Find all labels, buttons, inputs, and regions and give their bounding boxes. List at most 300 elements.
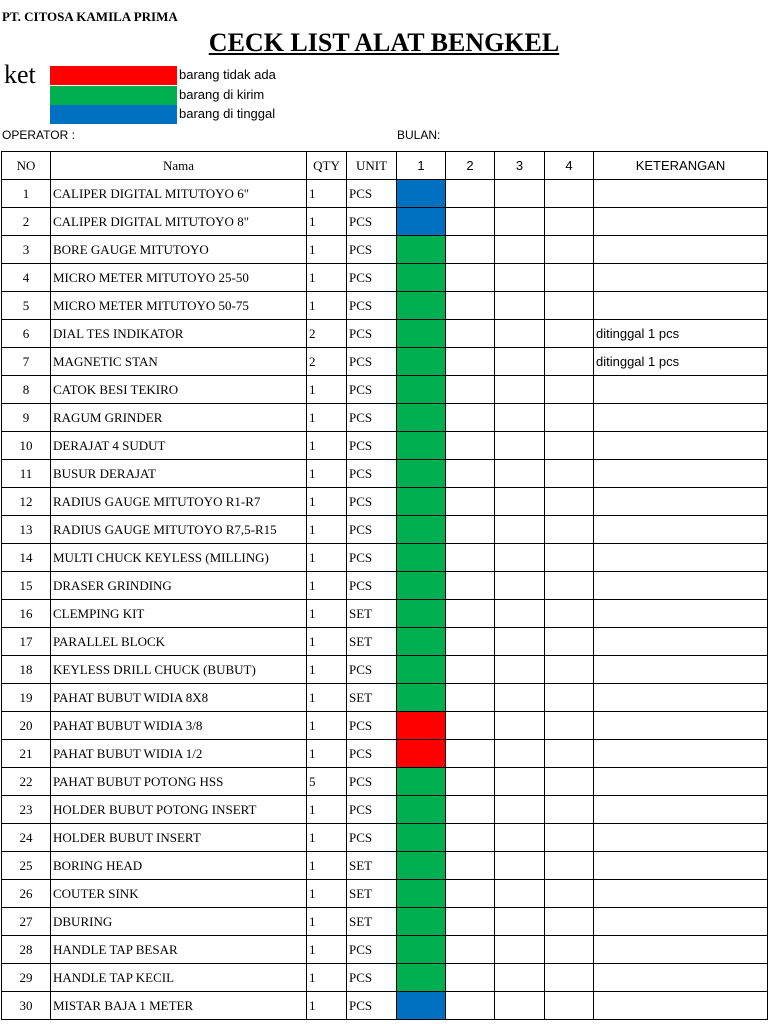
cell-status-week-4 (545, 628, 594, 656)
cell-nama: PAHAT BUBUT POTONG HSS (51, 768, 307, 796)
cell-nama: RADIUS GAUGE MITUTOYO R1-R7 (51, 488, 307, 516)
cell-unit: PCS (347, 936, 397, 964)
cell-keterangan (594, 936, 768, 964)
cell-keterangan (594, 880, 768, 908)
cell-nama: HANDLE TAP BESAR (51, 936, 307, 964)
cell-status-week-2 (446, 264, 495, 292)
cell-no: 27 (2, 908, 51, 936)
cell-status-week-2 (446, 488, 495, 516)
cell-qty: 1 (307, 936, 347, 964)
cell-nama: RAGUM GRINDER (51, 404, 307, 432)
cell-no: 23 (2, 796, 51, 824)
cell-keterangan (594, 572, 768, 600)
cell-keterangan (594, 768, 768, 796)
cell-unit: PCS (347, 432, 397, 460)
cell-status-week-2 (446, 516, 495, 544)
cell-status-week-2 (446, 208, 495, 236)
cell-status-week-1 (397, 572, 446, 600)
cell-status-week-1 (397, 656, 446, 684)
cell-status-week-3 (495, 600, 545, 628)
table-row (2, 740, 768, 768)
cell-keterangan: ditinggal 1 pcs (594, 320, 768, 348)
cell-no: 17 (2, 628, 51, 656)
cell-status-week-1 (397, 600, 446, 628)
cell-unit: PCS (347, 544, 397, 572)
cell-qty: 1 (307, 740, 347, 768)
cell-nama: MICRO METER MITUTOYO 50-75 (51, 292, 307, 320)
cell-status-week-2 (446, 236, 495, 264)
cell-status-week-4 (545, 544, 594, 572)
cell-status-week-4 (545, 880, 594, 908)
document-title: CECK LIST ALAT BENGKEL (208, 28, 560, 57)
cell-status-week-2 (446, 880, 495, 908)
cell-status-week-1 (397, 264, 446, 292)
column-header-qty: QTY (307, 152, 347, 180)
cell-no: 21 (2, 740, 51, 768)
cell-unit: PCS (347, 768, 397, 796)
cell-qty: 5 (307, 768, 347, 796)
table-row (2, 572, 768, 600)
cell-keterangan (594, 600, 768, 628)
cell-nama: DRASER GRINDING (51, 572, 307, 600)
cell-status-week-1 (397, 684, 446, 712)
cell-status-week-4 (545, 656, 594, 684)
legend-item-tidak-ada (50, 66, 350, 85)
cell-status-week-1 (397, 544, 446, 572)
cell-status-week-3 (495, 768, 545, 796)
cell-no: 28 (2, 936, 51, 964)
cell-status-week-3 (495, 320, 545, 348)
cell-unit: PCS (347, 208, 397, 236)
table-row (2, 824, 768, 852)
cell-no: 1 (2, 180, 51, 208)
cell-status-week-3 (495, 208, 545, 236)
cell-status-week-3 (495, 292, 545, 320)
cell-qty: 1 (307, 656, 347, 684)
cell-unit: PCS (347, 348, 397, 376)
column-header-week-4: 4 (545, 152, 594, 180)
cell-status-week-4 (545, 824, 594, 852)
cell-status-week-1 (397, 992, 446, 1020)
cell-unit: PCS (347, 964, 397, 992)
cell-qty: 1 (307, 712, 347, 740)
cell-status-week-1 (397, 488, 446, 516)
cell-qty: 1 (307, 852, 347, 880)
cell-unit: PCS (347, 740, 397, 768)
cell-nama: CALIPER DIGITAL MITUTOYO 6" (51, 180, 307, 208)
cell-status-week-2 (446, 628, 495, 656)
cell-status-week-4 (545, 264, 594, 292)
cell-nama: MISTAR BAJA 1 METER (51, 992, 307, 1020)
cell-status-week-4 (545, 768, 594, 796)
table-row (2, 320, 768, 348)
cell-status-week-1 (397, 936, 446, 964)
cell-status-week-2 (446, 348, 495, 376)
cell-nama: KEYLESS DRILL CHUCK (BUBUT) (51, 656, 307, 684)
table-row (2, 544, 768, 572)
cell-status-week-2 (446, 936, 495, 964)
cell-keterangan (594, 404, 768, 432)
cell-status-week-4 (545, 852, 594, 880)
cell-status-week-1 (397, 376, 446, 404)
cell-status-week-1 (397, 712, 446, 740)
table-row (2, 964, 768, 992)
cell-status-week-2 (446, 544, 495, 572)
column-header-no: NO (2, 152, 51, 180)
bulan-label: BULAN: (397, 128, 441, 142)
cell-unit: PCS (347, 236, 397, 264)
cell-no: 8 (2, 376, 51, 404)
cell-status-week-4 (545, 936, 594, 964)
cell-nama: COUTER SINK (51, 880, 307, 908)
cell-status-week-4 (545, 488, 594, 516)
cell-nama: BORING HEAD (51, 852, 307, 880)
cell-status-week-2 (446, 992, 495, 1020)
table-header-row (2, 152, 768, 180)
cell-unit: PCS (347, 488, 397, 516)
cell-status-week-2 (446, 180, 495, 208)
cell-no: 16 (2, 600, 51, 628)
cell-qty: 1 (307, 908, 347, 936)
cell-keterangan (594, 740, 768, 768)
cell-unit: PCS (347, 712, 397, 740)
cell-nama: DERAJAT 4 SUDUT (51, 432, 307, 460)
table-row (2, 292, 768, 320)
cell-no: 2 (2, 208, 51, 236)
cell-status-week-2 (446, 852, 495, 880)
legend-item-tinggal (50, 105, 350, 124)
cell-nama: PARALLEL BLOCK (51, 628, 307, 656)
cell-nama: BUSUR DERAJAT (51, 460, 307, 488)
cell-nama: HOLDER BUBUT POTONG INSERT (51, 796, 307, 824)
cell-nama: RADIUS GAUGE MITUTOYO R7,5-R15 (51, 516, 307, 544)
cell-no: 13 (2, 516, 51, 544)
cell-qty: 2 (307, 348, 347, 376)
cell-keterangan (594, 992, 768, 1020)
cell-no: 18 (2, 656, 51, 684)
cell-status-week-3 (495, 656, 545, 684)
cell-nama: CLEMPING KIT (51, 600, 307, 628)
cell-status-week-3 (495, 908, 545, 936)
cell-status-week-3 (495, 852, 545, 880)
table-row (2, 376, 768, 404)
table-row (2, 432, 768, 460)
cell-qty: 1 (307, 796, 347, 824)
table-row (2, 208, 768, 236)
legend-text: barang tidak ada (179, 67, 276, 82)
cell-unit: SET (347, 852, 397, 880)
cell-keterangan (594, 544, 768, 572)
cell-no: 11 (2, 460, 51, 488)
cell-status-week-2 (446, 404, 495, 432)
cell-status-week-4 (545, 320, 594, 348)
cell-unit: PCS (347, 376, 397, 404)
column-header-nama: Nama (51, 152, 307, 180)
cell-status-week-1 (397, 208, 446, 236)
column-header-week-1: 1 (397, 152, 446, 180)
table-row (2, 768, 768, 796)
cell-status-week-2 (446, 572, 495, 600)
cell-status-week-1 (397, 432, 446, 460)
cell-status-week-4 (545, 600, 594, 628)
column-header-unit: UNIT (347, 152, 397, 180)
cell-status-week-1 (397, 852, 446, 880)
cell-status-week-3 (495, 712, 545, 740)
cell-no: 7 (2, 348, 51, 376)
cell-no: 22 (2, 768, 51, 796)
cell-no: 14 (2, 544, 51, 572)
cell-status-week-3 (495, 180, 545, 208)
cell-no: 9 (2, 404, 51, 432)
table-row (2, 600, 768, 628)
column-header-keterangan: KETERANGAN (594, 152, 768, 180)
cell-unit: PCS (347, 572, 397, 600)
cell-status-week-2 (446, 376, 495, 404)
cell-nama: HANDLE TAP KECIL (51, 964, 307, 992)
cell-unit: SET (347, 684, 397, 712)
cell-unit: SET (347, 880, 397, 908)
cell-no: 6 (2, 320, 51, 348)
cell-no: 19 (2, 684, 51, 712)
cell-keterangan (594, 712, 768, 740)
cell-nama: DBURING (51, 908, 307, 936)
table-row (2, 796, 768, 824)
table-row (2, 908, 768, 936)
cell-status-week-2 (446, 908, 495, 936)
cell-status-week-2 (446, 292, 495, 320)
cell-status-week-1 (397, 824, 446, 852)
cell-keterangan (594, 292, 768, 320)
table-row (2, 712, 768, 740)
cell-status-week-3 (495, 460, 545, 488)
cell-keterangan (594, 908, 768, 936)
cell-status-week-1 (397, 516, 446, 544)
cell-unit: SET (347, 908, 397, 936)
table-row (2, 656, 768, 684)
cell-unit: PCS (347, 320, 397, 348)
cell-qty: 1 (307, 544, 347, 572)
table-row (2, 684, 768, 712)
cell-qty: 1 (307, 292, 347, 320)
cell-keterangan (594, 180, 768, 208)
cell-no: 15 (2, 572, 51, 600)
cell-status-week-4 (545, 908, 594, 936)
cell-keterangan: ditinggal 1 pcs (594, 348, 768, 376)
cell-keterangan (594, 264, 768, 292)
cell-status-week-4 (545, 460, 594, 488)
legend-text: barang di tinggal (179, 106, 276, 121)
cell-status-week-1 (397, 740, 446, 768)
legend-text: barang di kirim (179, 87, 265, 102)
cell-no: 24 (2, 824, 51, 852)
cell-unit: PCS (347, 180, 397, 208)
cell-nama: MAGNETIC STAN (51, 348, 307, 376)
table-row (2, 264, 768, 292)
cell-keterangan (594, 432, 768, 460)
cell-status-week-4 (545, 964, 594, 992)
cell-qty: 1 (307, 208, 347, 236)
cell-qty: 1 (307, 432, 347, 460)
cell-keterangan (594, 208, 768, 236)
cell-unit: PCS (347, 992, 397, 1020)
legend-label: ket (4, 60, 36, 89)
cell-qty: 1 (307, 460, 347, 488)
cell-unit: PCS (347, 824, 397, 852)
cell-status-week-3 (495, 964, 545, 992)
cell-unit: PCS (347, 404, 397, 432)
cell-status-week-1 (397, 628, 446, 656)
company-name: PT. CITOSA KAMILA PRIMA (2, 9, 178, 24)
cell-status-week-3 (495, 432, 545, 460)
cell-no: 4 (2, 264, 51, 292)
checklist-table (1, 151, 768, 1020)
cell-status-week-1 (397, 348, 446, 376)
cell-status-week-3 (495, 936, 545, 964)
cell-no: 10 (2, 432, 51, 460)
cell-status-week-2 (446, 600, 495, 628)
cell-status-week-2 (446, 460, 495, 488)
legend-swatch-green (50, 86, 177, 105)
cell-nama: CATOK BESI TEKIRO (51, 376, 307, 404)
cell-qty: 1 (307, 992, 347, 1020)
cell-status-week-3 (495, 740, 545, 768)
cell-qty: 1 (307, 964, 347, 992)
cell-status-week-4 (545, 516, 594, 544)
cell-status-week-4 (545, 796, 594, 824)
cell-qty: 1 (307, 516, 347, 544)
cell-status-week-3 (495, 376, 545, 404)
cell-status-week-4 (545, 292, 594, 320)
column-header-week-3: 3 (495, 152, 545, 180)
cell-qty: 1 (307, 404, 347, 432)
cell-status-week-2 (446, 796, 495, 824)
cell-unit: PCS (347, 656, 397, 684)
table-row (2, 404, 768, 432)
cell-nama: PAHAT BUBUT WIDIA 3/8 (51, 712, 307, 740)
cell-nama: CALIPER DIGITAL MITUTOYO 8" (51, 208, 307, 236)
cell-status-week-3 (495, 992, 545, 1020)
cell-status-week-1 (397, 908, 446, 936)
cell-no: 5 (2, 292, 51, 320)
cell-qty: 1 (307, 488, 347, 516)
cell-keterangan (594, 488, 768, 516)
cell-status-week-1 (397, 768, 446, 796)
cell-status-week-4 (545, 572, 594, 600)
cell-status-week-3 (495, 628, 545, 656)
cell-nama: PAHAT BUBUT WIDIA 1/2 (51, 740, 307, 768)
cell-qty: 1 (307, 264, 347, 292)
cell-status-week-2 (446, 964, 495, 992)
legend-item-kirim (50, 86, 350, 105)
cell-qty: 1 (307, 376, 347, 404)
cell-keterangan (594, 236, 768, 264)
cell-status-week-1 (397, 796, 446, 824)
cell-qty: 1 (307, 572, 347, 600)
cell-status-week-4 (545, 432, 594, 460)
column-header-week-2: 2 (446, 152, 495, 180)
cell-keterangan (594, 376, 768, 404)
cell-keterangan (594, 852, 768, 880)
cell-status-week-3 (495, 404, 545, 432)
table-row (2, 936, 768, 964)
cell-status-week-3 (495, 348, 545, 376)
cell-no: 3 (2, 236, 51, 264)
table-row (2, 516, 768, 544)
cell-qty: 1 (307, 880, 347, 908)
cell-status-week-2 (446, 432, 495, 460)
cell-nama: MULTI CHUCK KEYLESS (MILLING) (51, 544, 307, 572)
table-row (2, 236, 768, 264)
cell-status-week-3 (495, 544, 545, 572)
table-row (2, 488, 768, 516)
table-row (2, 852, 768, 880)
cell-status-week-4 (545, 376, 594, 404)
cell-no: 30 (2, 992, 51, 1020)
cell-status-week-3 (495, 824, 545, 852)
cell-qty: 1 (307, 600, 347, 628)
cell-status-week-4 (545, 992, 594, 1020)
cell-status-week-3 (495, 880, 545, 908)
table-row (2, 348, 768, 376)
legend-swatch-blue (50, 105, 177, 124)
cell-status-week-1 (397, 880, 446, 908)
cell-status-week-3 (495, 488, 545, 516)
cell-status-week-3 (495, 516, 545, 544)
cell-nama: PAHAT BUBUT WIDIA 8X8 (51, 684, 307, 712)
table-row (2, 880, 768, 908)
cell-nama: MICRO METER MITUTOYO 25-50 (51, 264, 307, 292)
cell-status-week-1 (397, 964, 446, 992)
cell-nama: DIAL TES INDIKATOR (51, 320, 307, 348)
cell-qty: 1 (307, 628, 347, 656)
table-row (2, 180, 768, 208)
cell-status-week-4 (545, 404, 594, 432)
operator-label: OPERATOR : (2, 128, 75, 142)
cell-unit: PCS (347, 516, 397, 544)
cell-status-week-3 (495, 236, 545, 264)
cell-no: 12 (2, 488, 51, 516)
cell-status-week-4 (545, 684, 594, 712)
cell-status-week-1 (397, 236, 446, 264)
cell-status-week-2 (446, 712, 495, 740)
cell-unit: PCS (347, 264, 397, 292)
cell-status-week-4 (545, 236, 594, 264)
cell-qty: 1 (307, 180, 347, 208)
cell-no: 25 (2, 852, 51, 880)
cell-status-week-4 (545, 348, 594, 376)
cell-status-week-2 (446, 768, 495, 796)
cell-keterangan (594, 656, 768, 684)
cell-status-week-4 (545, 208, 594, 236)
cell-no: 20 (2, 712, 51, 740)
cell-status-week-3 (495, 572, 545, 600)
cell-keterangan (594, 460, 768, 488)
cell-qty: 1 (307, 824, 347, 852)
cell-status-week-1 (397, 320, 446, 348)
cell-status-week-2 (446, 320, 495, 348)
cell-status-week-3 (495, 796, 545, 824)
cell-qty: 2 (307, 320, 347, 348)
cell-unit: SET (347, 600, 397, 628)
cell-unit: PCS (347, 292, 397, 320)
cell-nama: HOLDER BUBUT INSERT (51, 824, 307, 852)
cell-unit: SET (347, 628, 397, 656)
cell-qty: 1 (307, 236, 347, 264)
cell-unit: PCS (347, 796, 397, 824)
cell-unit: PCS (347, 460, 397, 488)
cell-status-week-1 (397, 404, 446, 432)
cell-keterangan (594, 796, 768, 824)
